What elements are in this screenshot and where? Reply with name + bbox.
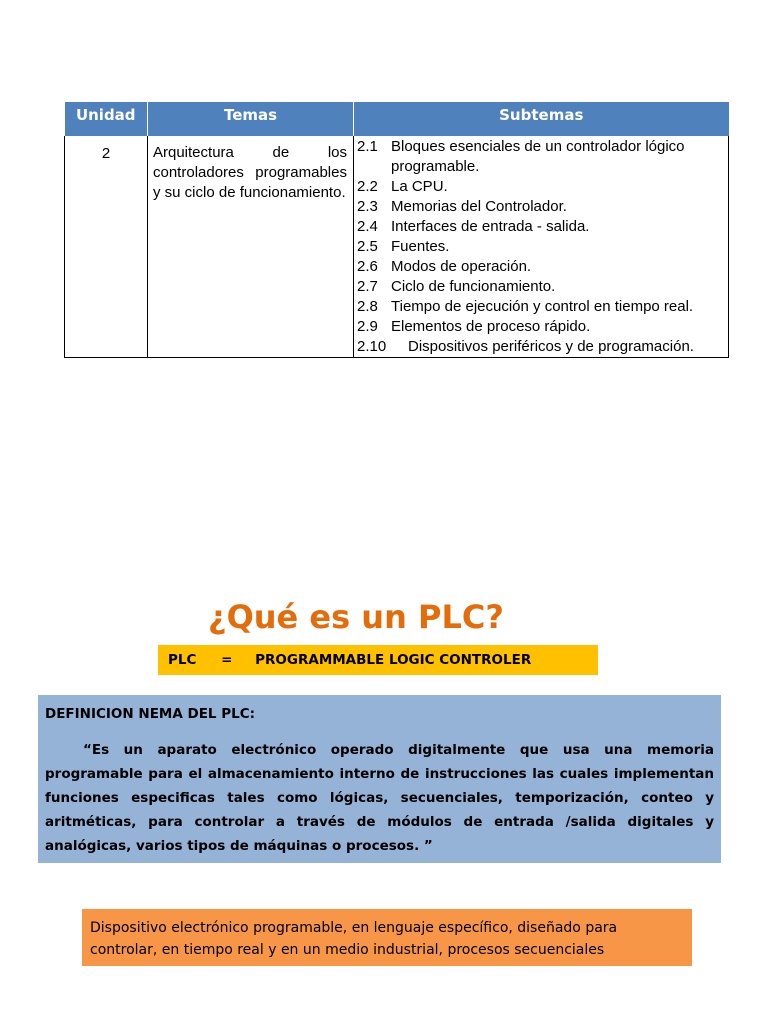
subtema-text: Interfaces de entrada - salida.	[391, 218, 590, 235]
plc-full-name: PROGRAMMABLE LOGIC CONTROLER	[255, 652, 532, 668]
subtema-number: 2.6	[357, 258, 378, 275]
list-item	[357, 317, 724, 337]
subtema-text: La CPU.	[391, 178, 448, 195]
subtema-number: 2.4	[357, 218, 378, 235]
syllabus-table	[64, 102, 729, 358]
subtema-number: 2.3	[357, 198, 378, 215]
header-subtemas: Subtemas	[354, 102, 729, 136]
subtema-text: Ciclo de funcionamiento.	[391, 278, 556, 295]
list-item	[357, 277, 724, 297]
subtema-number: 2.10	[357, 338, 387, 355]
table-row	[65, 136, 729, 358]
subtema-text: Dispositivos periféricos y de programación.	[408, 338, 694, 355]
list-item	[357, 177, 724, 197]
subtema-number: 2.7	[357, 278, 378, 295]
table-header-row	[65, 102, 729, 136]
subtema-text: Tiempo de ejecución y control en tiempo real.	[391, 298, 694, 315]
summary-box: Dispositivo electrónico programable, en lenguaje específico, diseñado para controlar, en tiempo real y en un medio industrial, procesos secuenciales	[82, 909, 692, 966]
subtema-text: Fuentes.	[391, 238, 450, 255]
unidad-value: 2	[65, 136, 148, 358]
subtema-text: Memorias del Controlador.	[391, 198, 567, 215]
list-item	[357, 237, 724, 257]
list-item	[357, 197, 724, 217]
subtemas-list	[357, 137, 724, 357]
list-item	[357, 217, 724, 237]
list-item	[357, 137, 724, 177]
subtema-text: Elementos de proceso rápido.	[391, 318, 591, 335]
definition-quote: “Es un aparato electrónico operado digitalmente que usa una memoria programable para el almacenamiento interno de instrucciones las cuales implementan funciones especificas tales como lógicas, secuenciales, temporización, conteo y aritméticas, para controlar a través de módulos de entrada /salida digitales y analógicas, varios tipos de máquinas o procesos. ”	[45, 742, 714, 854]
header-temas: Temas	[148, 102, 354, 136]
tema-value: Arquitectura de los controladores programables y su ciclo de funcionamiento.	[148, 136, 354, 358]
subtema-text: Modos de operación.	[391, 258, 532, 275]
list-item	[357, 297, 724, 317]
list-item	[357, 257, 724, 277]
subtema-number: 2.8	[357, 298, 378, 315]
subtema-number: 2.9	[357, 318, 378, 335]
header-unidad: Unidad	[65, 102, 148, 136]
subtema-number: 2.5	[357, 238, 378, 255]
subtema-number: 2.2	[357, 178, 378, 195]
subtema-text: Bloques esenciales de un controlador lógico programable.	[391, 138, 685, 175]
subtema-number: 2.1	[357, 138, 378, 155]
plc-acronym-banner	[158, 645, 598, 675]
equals-sign: =	[221, 652, 233, 668]
plc-abbreviation: PLC	[168, 652, 197, 668]
page-title: ¿Qué es un PLC?	[208, 598, 504, 636]
subtemas-cell	[354, 136, 729, 358]
definition-title: DEFINICION NEMA DEL PLC:	[45, 706, 256, 722]
nema-definition-box	[38, 695, 721, 863]
list-item	[357, 337, 724, 357]
